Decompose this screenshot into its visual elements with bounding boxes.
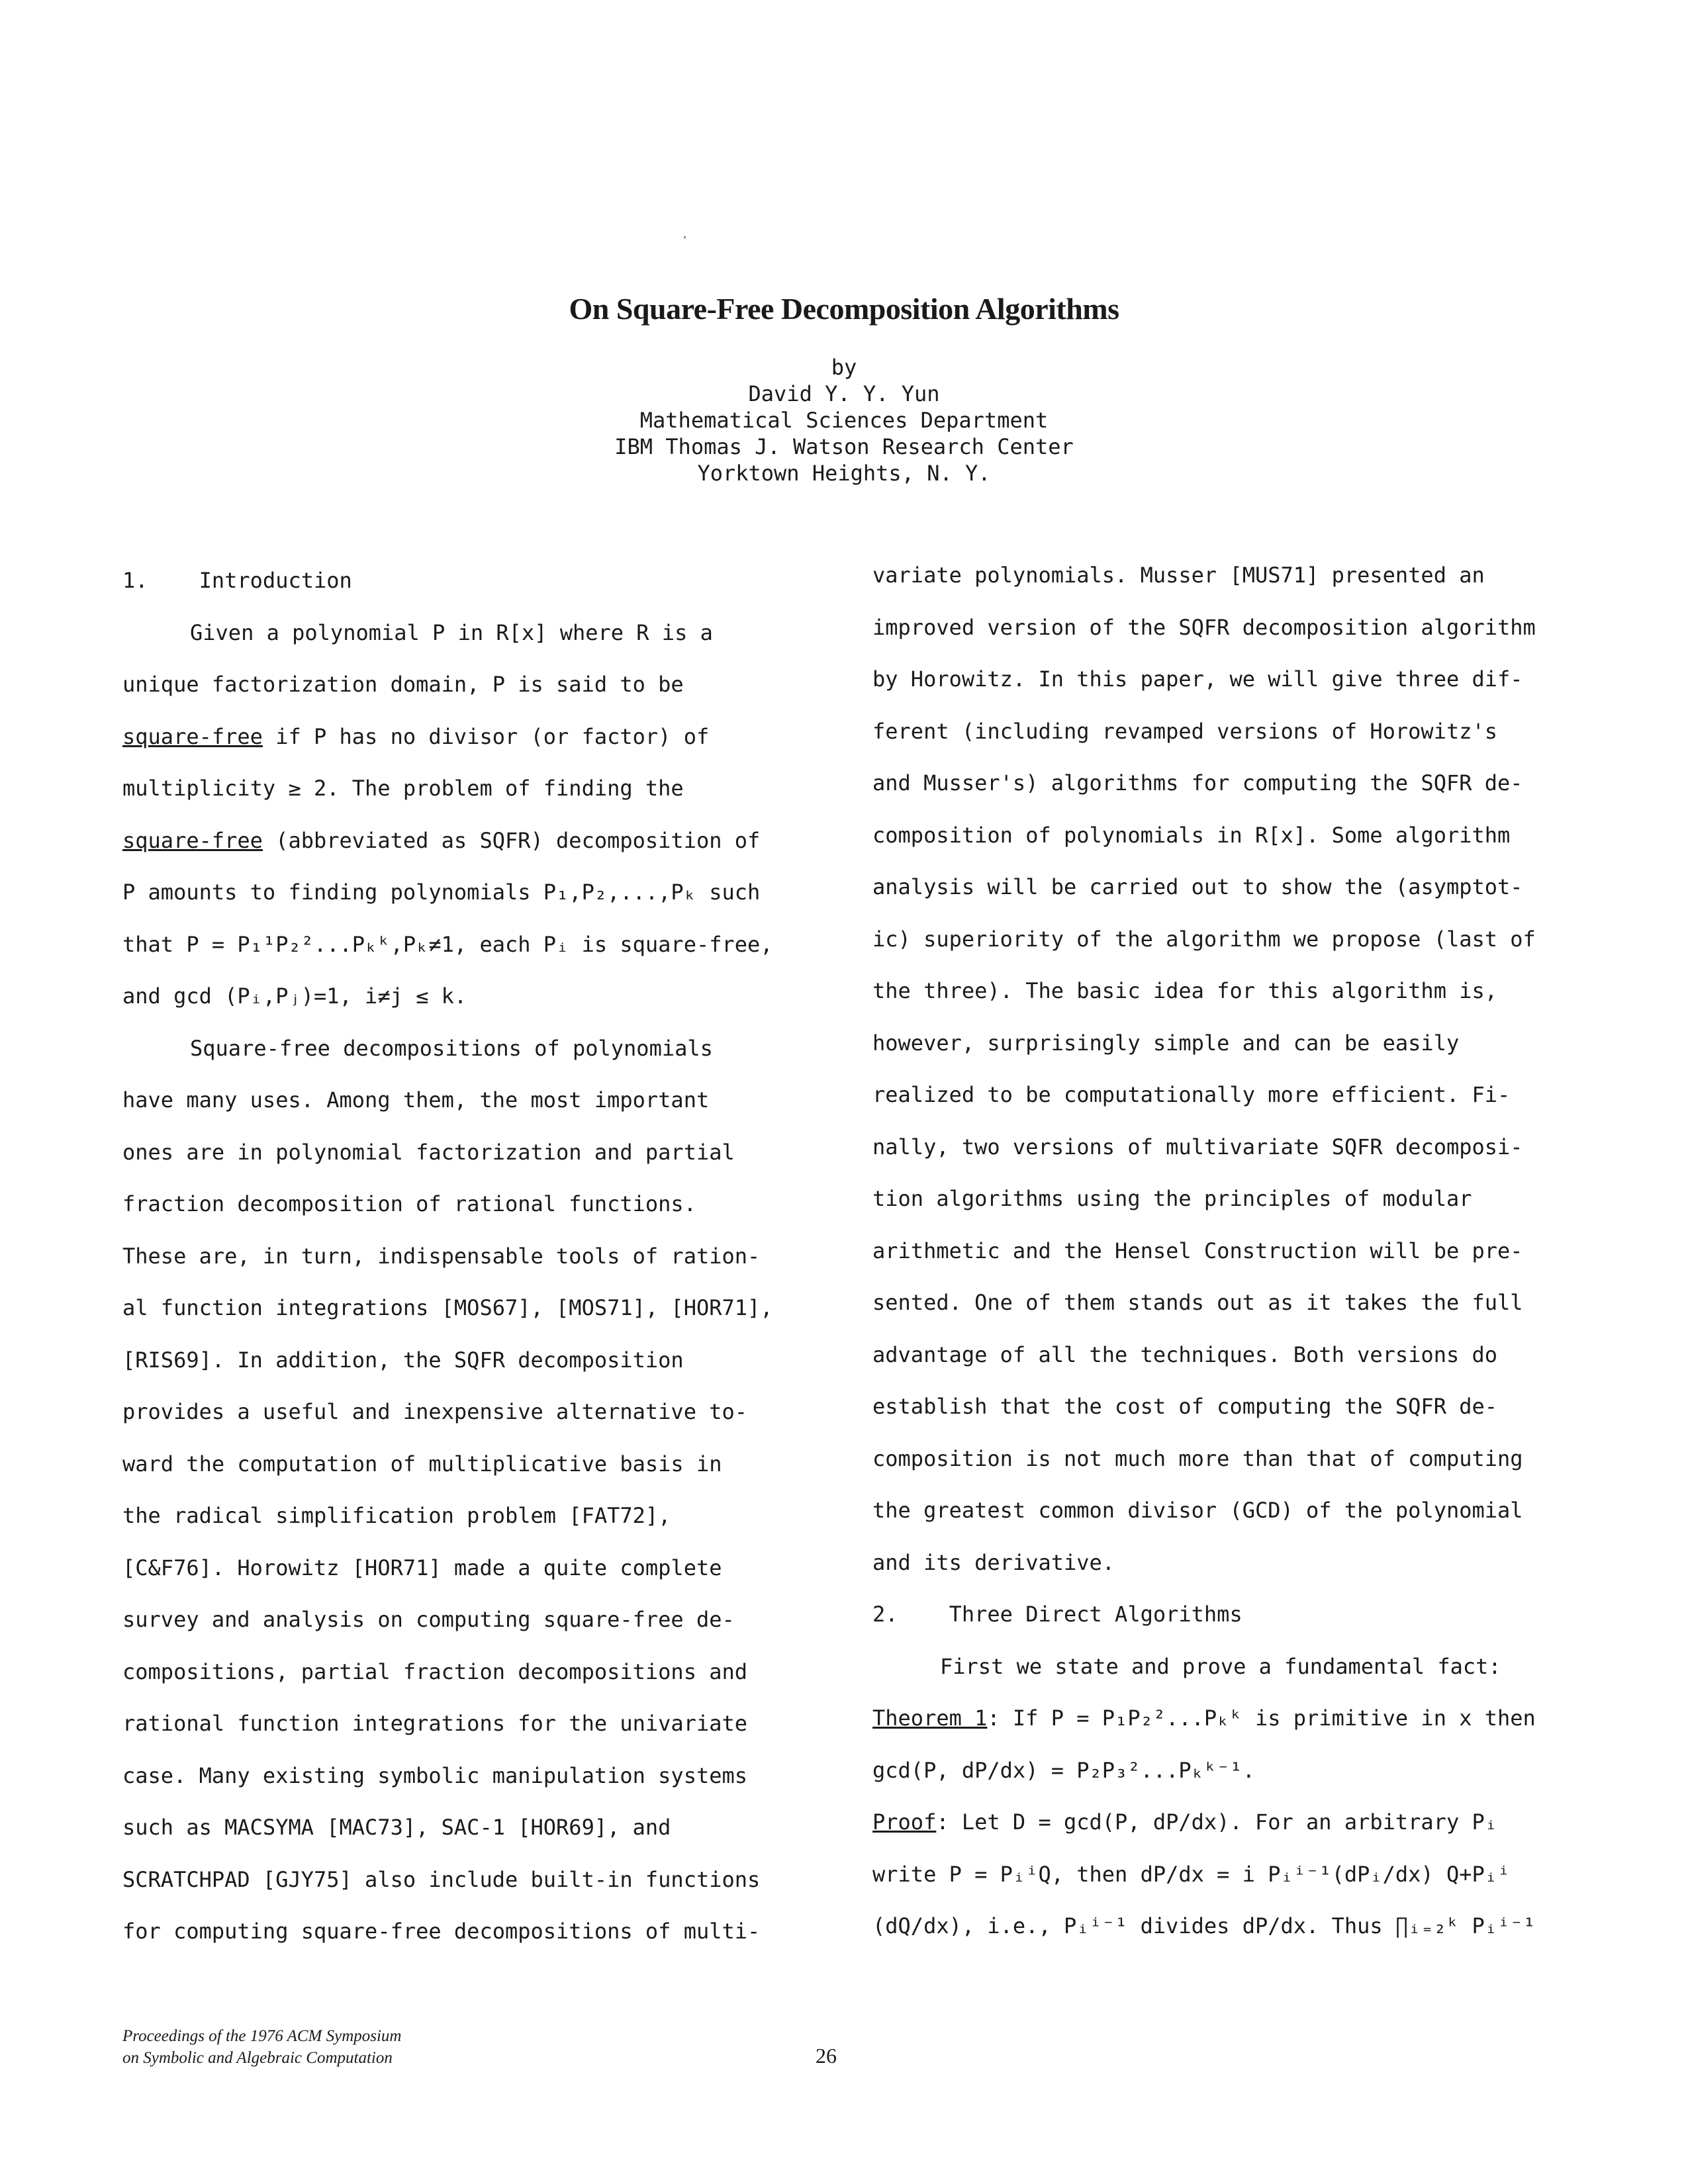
text-line: for computing square-free decompositions of multi- [122, 1919, 761, 1944]
text-line: tion algorithms using the principles of modular [872, 1186, 1472, 1211]
left-column [122, 555, 818, 1958]
text-line: the three). The basic idea for this algorithm is, [872, 978, 1498, 1003]
text-line: however, surprisingly simple and can be easily [872, 1030, 1460, 1056]
text-line: and gcd (Pᵢ,Pⱼ)=1, i≠j ≤ k. [122, 983, 467, 1009]
text-line: composition of polynomials in R[x]. Some algorithm [872, 822, 1511, 848]
text-line: case. Many existing symbolic manipulation systems [122, 1762, 748, 1788]
section-heading [122, 555, 818, 607]
text-line [122, 815, 818, 867]
author-location: Yorktown Heights, N. Y. [697, 461, 991, 486]
author-name: David Y. Y. Yun [748, 381, 940, 406]
section-number: 2. [872, 1602, 898, 1627]
text-line: ones are in polynomial factorization and partial [122, 1139, 735, 1165]
text-line: These are, in turn, indispensable tools of ration- [122, 1243, 761, 1269]
text-line: [C&F76]. Horowitz [HOR71] made a quite complete [122, 1555, 722, 1580]
footer-line: on Symbolic and Algebraic Computation [122, 2049, 393, 2067]
text-line: ic) superiority of the algorithm we propose (last of [872, 926, 1536, 952]
underlined-term: square-free [122, 827, 263, 853]
page-number: 26 [816, 2044, 837, 2068]
footer-line: Proceedings of the 1976 ACM Symposium [122, 2027, 402, 2045]
text-line: survey and analysis on computing square-free de- [122, 1607, 735, 1632]
theorem-label: Theorem 1 [872, 1706, 988, 1731]
text-line: realized to be computationally more efficient. Fi- [872, 1082, 1511, 1107]
text-span: : Let D = gcd(P, dP/dx). For an arbitrary Pᵢ [936, 1809, 1498, 1835]
theorem-line [872, 1692, 1574, 1745]
text-line: gcd(P, dP/dx) = P₂P₃²...Pₖᵏ⁻¹. [872, 1757, 1255, 1783]
text-line: Given a polynomial P in R[x] where R is a [190, 619, 713, 645]
text-line: al function integrations [MOS67], [MOS71], [HOR71], [122, 1295, 773, 1320]
scan-speck [684, 236, 686, 238]
paper-title: On Square-Free Decomposition Algorithms [569, 292, 1119, 326]
text-line: that P = P₁¹P₂²...Pₖᵏ,Pₖ≠1, each Pᵢ is square-free, [122, 931, 773, 957]
text-line: and its derivative. [872, 1549, 1115, 1575]
text-line: have many uses. Among them, the most important [122, 1087, 710, 1113]
text-line: analysis will be carried out to show the (asymptot- [872, 874, 1523, 899]
text-line: compositions, partial fraction decompositions and [122, 1659, 748, 1684]
text-line: such as MACSYMA [MAC73], SAC-1 [HOR69], and [122, 1815, 671, 1840]
section-heading [872, 1588, 1574, 1641]
text-line: sented. One of them stands out as it takes the full [872, 1290, 1523, 1315]
text-line: ward the computation of multiplicative basis in [122, 1451, 722, 1477]
text-line: First we state and prove a fundamental fact: [940, 1653, 1501, 1679]
text-line: variate polynomials. Musser [MUS71] presented an [872, 563, 1485, 588]
text-line: and Musser's) algorithms for computing the SQFR de- [872, 770, 1523, 796]
author-organization: IBM Thomas J. Watson Research Center [614, 434, 1074, 459]
text-line: multiplicity ≥ 2. The problem of finding the [122, 776, 684, 801]
section-title: Three Direct Algorithms [949, 1602, 1243, 1627]
right-column [872, 549, 1574, 1952]
text-line: P amounts to finding polynomials P₁,P₂,...,Pₖ such [122, 880, 761, 905]
text-line: the radical simplification problem [FAT72], [122, 1503, 671, 1528]
text-line: (dQ/dx), i.e., Pᵢⁱ⁻¹ divides dP/dx. Thus ∏ᵢ₌₂ᵏ Pᵢⁱ⁻¹ [872, 1913, 1536, 1938]
text-line: [RIS69]. In addition, the SQFR decomposition [122, 1347, 684, 1373]
text-line: by Horowitz. In this paper, we will give three dif- [872, 666, 1523, 692]
text-line: nally, two versions of multivariate SQFR decomposi- [872, 1134, 1523, 1160]
text-line: unique factorization domain, P is said to be [122, 672, 684, 697]
proof-label: Proof [872, 1809, 937, 1835]
text-line: improved version of the SQFR decomposition algorithm [872, 614, 1536, 640]
text-line: Square-free decompositions of polynomials [190, 1035, 713, 1061]
text-span: if P has no divisor (or factor) of [262, 723, 710, 749]
text-span: : If P = P₁P₂²...Pₖᵏ is primitive in x then [987, 1706, 1536, 1731]
section-number: 1. [122, 568, 148, 593]
text-line: ferent (including revamped versions of Horowitz's [872, 718, 1498, 744]
text-line: fraction decomposition of rational functions. [122, 1191, 696, 1216]
underlined-term: square-free [122, 723, 263, 749]
text-line: arithmetic and the Hensel Construction will be pre- [872, 1238, 1523, 1263]
proceedings-footer [122, 2025, 401, 2069]
text-line: advantage of all the techniques. Both versions do [872, 1342, 1498, 1367]
text-line: rational function integrations for the univariate [122, 1711, 748, 1736]
author-department: Mathematical Sciences Department [639, 408, 1049, 433]
byline-by: by [831, 355, 857, 380]
text-line: the greatest common divisor (GCD) of the polynomial [872, 1498, 1523, 1523]
text-line: establish that the cost of computing the SQFR de- [872, 1394, 1498, 1419]
proof-line [872, 1796, 1574, 1848]
byline [0, 354, 1688, 486]
text-span: (abbreviated as SQFR) decomposition of [262, 827, 761, 853]
text-line: composition is not much more than that of computing [872, 1445, 1523, 1471]
text-line: provides a useful and inexpensive alternative to- [122, 1399, 748, 1424]
section-title: Introduction [199, 568, 352, 593]
text-line [122, 711, 818, 763]
text-line: SCRATCHPAD [GJY75] also include built-in functions [122, 1866, 761, 1892]
text-line: write P = PᵢⁱQ, then dP/dx = i Pᵢⁱ⁻¹(dPᵢ/dx) Q+Pᵢⁱ [872, 1861, 1511, 1887]
